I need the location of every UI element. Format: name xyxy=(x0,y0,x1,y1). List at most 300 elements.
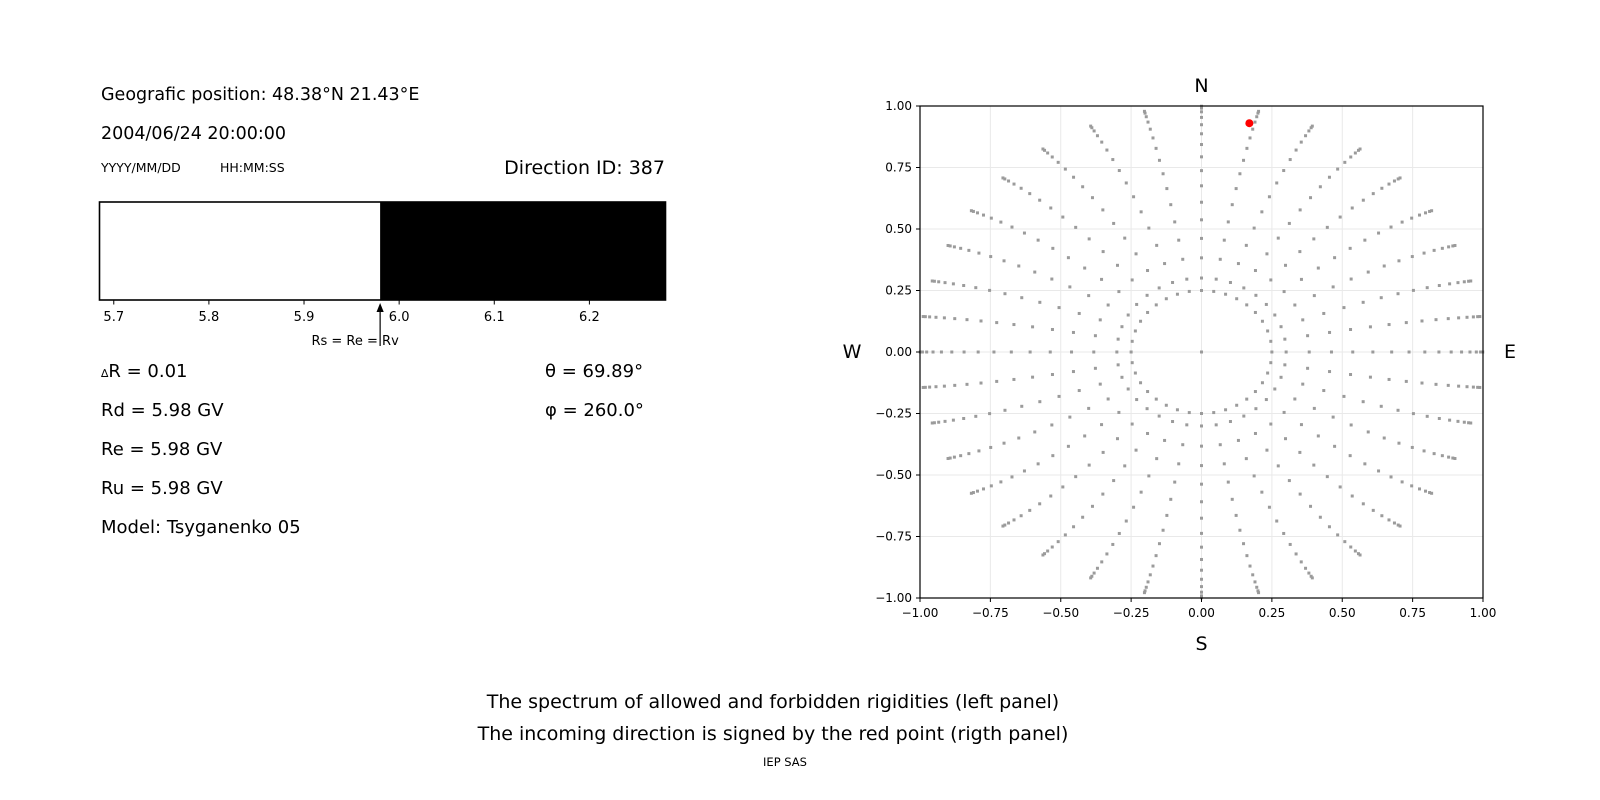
gray-dot xyxy=(1328,370,1331,373)
gray-dot xyxy=(1289,158,1292,161)
gray-dot xyxy=(1173,220,1176,223)
gray-dot xyxy=(1405,380,1408,383)
gray-dot xyxy=(1200,424,1203,427)
gray-dot xyxy=(1123,464,1126,467)
gray-dot xyxy=(1165,297,1168,300)
gray-dot xyxy=(1112,222,1115,225)
gray-dot xyxy=(1300,560,1303,563)
gray-dot xyxy=(1200,445,1203,448)
gray-dot xyxy=(1155,554,1158,557)
gray-dot xyxy=(1083,267,1086,270)
gray-dot xyxy=(1401,221,1404,224)
gray-dot xyxy=(995,380,998,383)
gray-dot xyxy=(1155,147,1158,150)
gray-dot xyxy=(1125,520,1128,523)
gray-dot xyxy=(1411,255,1414,258)
gray-dot xyxy=(1143,110,1146,113)
gray-dot xyxy=(944,281,947,284)
gray-dot xyxy=(1185,423,1188,426)
gray-dot xyxy=(1134,329,1137,332)
gray-dot xyxy=(1423,449,1426,452)
gray-dot xyxy=(1093,572,1096,575)
gray-dot xyxy=(1037,239,1040,242)
gray-dot xyxy=(1322,389,1325,392)
gray-dot xyxy=(1171,281,1174,284)
gray-dot xyxy=(1163,439,1166,442)
gray-dot xyxy=(1463,280,1466,283)
gray-dot xyxy=(1388,378,1391,381)
gray-dot xyxy=(1288,479,1291,482)
gray-dot xyxy=(1401,480,1404,483)
gray-dot xyxy=(1249,565,1252,568)
gray-dot xyxy=(1200,155,1203,158)
compass-west-label: W xyxy=(842,341,862,363)
gray-dot xyxy=(1041,553,1044,556)
gray-dot xyxy=(1261,381,1264,384)
gray-dot xyxy=(1068,416,1071,419)
gray-dot xyxy=(1200,110,1203,113)
x-tick-label: −0.50 xyxy=(1042,606,1080,620)
gray-dot xyxy=(1049,495,1052,498)
gray-dot xyxy=(1223,239,1226,242)
gray-dot xyxy=(1165,187,1168,190)
gray-dot xyxy=(1139,320,1142,323)
gray-dot xyxy=(1307,129,1310,132)
gray-dot xyxy=(1171,420,1174,423)
gray-dot xyxy=(1351,495,1354,498)
gray-dot xyxy=(1383,437,1386,440)
gray-dot xyxy=(1061,485,1064,488)
gray-dot xyxy=(1253,580,1256,583)
gray-dot xyxy=(1033,430,1036,433)
gray-dot xyxy=(1049,351,1052,354)
gray-dot xyxy=(1023,469,1026,472)
gray-dot xyxy=(1038,199,1041,202)
gray-dot xyxy=(1200,500,1203,503)
gray-dot xyxy=(1013,183,1016,186)
gray-dot xyxy=(1309,505,1312,508)
gray-dot xyxy=(1269,340,1272,343)
gray-dot xyxy=(1438,417,1441,420)
gray-dot xyxy=(1387,518,1390,521)
gray-dot xyxy=(1049,206,1052,209)
gray-dot xyxy=(1072,331,1075,334)
gray-dot xyxy=(932,351,935,354)
gray-dot xyxy=(1092,351,1095,354)
gray-dot xyxy=(1200,123,1203,126)
gray-dot xyxy=(1383,264,1386,267)
model-label: Model: Tsyganenko 05 xyxy=(101,517,301,538)
gray-dot xyxy=(1319,185,1322,188)
gray-dot xyxy=(1388,323,1391,326)
gray-dot xyxy=(1372,509,1375,512)
gray-dot xyxy=(1074,475,1077,478)
gray-dot xyxy=(1430,209,1433,212)
gray-dot xyxy=(1268,506,1271,509)
gray-dot xyxy=(1242,159,1245,162)
gray-dot xyxy=(1399,525,1402,528)
date-format-hint: YYYY/MM/DD xyxy=(101,160,181,175)
gray-dot xyxy=(1117,411,1120,414)
gray-dot xyxy=(1215,423,1218,426)
gray-dot xyxy=(995,321,998,324)
gray-dot xyxy=(1266,372,1269,375)
gray-dot xyxy=(1235,297,1238,300)
gray-dot xyxy=(1078,312,1081,315)
gray-dot xyxy=(1101,208,1104,211)
gray-dot xyxy=(992,351,995,354)
gray-dot xyxy=(1253,227,1256,230)
gray-dot xyxy=(1359,553,1362,556)
gray-dot xyxy=(1200,464,1203,467)
gray-dot xyxy=(1031,325,1034,328)
gray-dot xyxy=(1328,331,1331,334)
gray-dot xyxy=(1200,169,1203,172)
gray-dot xyxy=(1224,293,1227,296)
gray-dot xyxy=(1070,351,1073,354)
gray-dot xyxy=(1117,338,1120,341)
gray-dot xyxy=(1265,303,1268,306)
gray-dot xyxy=(1280,376,1283,379)
gray-dot xyxy=(1456,281,1459,284)
gray-dot xyxy=(1435,318,1438,321)
gray-dot xyxy=(1380,187,1383,190)
gray-dot xyxy=(1101,493,1104,496)
caption-line-2: The incoming direction is signed by the red point (rigth panel) xyxy=(477,723,1069,745)
gray-dot xyxy=(963,351,966,354)
gray-dot xyxy=(1322,312,1325,315)
gray-dot xyxy=(970,209,973,212)
gray-dot xyxy=(1181,443,1184,446)
x-tick-label: −0.75 xyxy=(971,606,1009,620)
gray-dot xyxy=(1450,351,1453,354)
spectrum-segment-forbidden xyxy=(380,202,665,300)
gray-dot xyxy=(1111,158,1114,161)
gray-dot xyxy=(1051,328,1054,331)
gray-dot xyxy=(1140,210,1143,213)
gray-dot xyxy=(1149,573,1152,576)
gray-dot xyxy=(1438,284,1441,287)
gray-dot xyxy=(1349,328,1352,331)
gray-dot xyxy=(1301,383,1304,386)
gray-dot xyxy=(931,279,934,282)
gray-dot xyxy=(1013,518,1016,521)
gray-dot xyxy=(1188,290,1191,293)
gray-dot xyxy=(1010,351,1013,354)
incoming-direction-chart xyxy=(830,50,1540,660)
gray-dot xyxy=(1132,195,1135,198)
gray-dot xyxy=(1146,294,1149,297)
gray-dot xyxy=(952,282,955,285)
gray-dot xyxy=(1265,449,1268,452)
gray-dot xyxy=(1081,185,1084,188)
gray-dot xyxy=(1096,134,1099,137)
gray-dot xyxy=(1143,591,1146,594)
gray-dot xyxy=(970,492,973,495)
gray-dot xyxy=(1312,237,1315,240)
gray-dot xyxy=(1067,445,1070,448)
gray-dot xyxy=(1293,304,1296,307)
gray-dot xyxy=(1332,416,1335,419)
gray-dot xyxy=(1313,294,1316,297)
gray-dot xyxy=(1173,481,1176,484)
gray-dot xyxy=(1269,423,1272,426)
gray-dot xyxy=(1177,462,1180,465)
gray-dot xyxy=(1003,292,1006,295)
gray-dot xyxy=(977,351,980,354)
x-tick-label: −0.25 xyxy=(1112,606,1150,620)
gray-dot xyxy=(1181,258,1184,261)
gray-dot xyxy=(1349,373,1352,376)
gray-dot xyxy=(1447,317,1450,320)
gray-dot xyxy=(1100,560,1103,563)
gray-dot xyxy=(1255,115,1258,118)
gray-dot xyxy=(1158,286,1161,289)
gray-dot xyxy=(1362,199,1365,202)
gray-dot xyxy=(1093,129,1096,132)
gray-dot xyxy=(1420,382,1423,385)
gray-dot xyxy=(1096,567,1099,570)
gray-dot xyxy=(1107,304,1110,307)
gray-dot xyxy=(1295,552,1298,555)
gray-dot xyxy=(967,249,970,252)
gray-dot xyxy=(947,244,950,247)
gray-dot xyxy=(1134,372,1137,375)
gray-dot xyxy=(1235,514,1238,517)
x-tick-label: 1.00 xyxy=(1469,606,1497,620)
gray-dot xyxy=(1307,572,1310,575)
gray-dot xyxy=(1200,532,1203,535)
gray-dot xyxy=(1269,278,1272,281)
gray-dot xyxy=(1408,351,1411,354)
gray-dot xyxy=(1155,457,1158,460)
gray-dot xyxy=(1317,434,1320,437)
x-tick-label: 5.9 xyxy=(293,310,315,325)
delta-symbol: ∆ xyxy=(101,367,109,380)
gray-dot xyxy=(1463,421,1466,424)
datetime-label: 2004/06/24 20:00:00 xyxy=(101,124,287,144)
gray-dot xyxy=(1283,290,1286,293)
gray-dot xyxy=(1304,134,1307,137)
gray-dot xyxy=(1158,542,1161,545)
gray-dot xyxy=(1162,172,1165,175)
gray-dot xyxy=(1410,217,1413,220)
gray-dot xyxy=(1475,351,1478,354)
gray-dot xyxy=(1343,161,1346,164)
gray-dot xyxy=(1112,479,1115,482)
gray-dot xyxy=(1163,262,1166,265)
gray-dot xyxy=(1412,412,1415,415)
gray-dot xyxy=(980,382,983,385)
gray-dot xyxy=(1261,320,1264,323)
gray-dot xyxy=(953,456,956,459)
gray-dot xyxy=(965,318,968,321)
gray-dot xyxy=(1132,506,1135,509)
gray-dot xyxy=(1012,378,1015,381)
gray-dot xyxy=(1478,386,1481,389)
gray-dot xyxy=(977,449,980,452)
gray-dot xyxy=(1301,318,1304,321)
gray-dot xyxy=(1390,475,1393,478)
gray-dot xyxy=(1253,474,1256,477)
gray-dot xyxy=(953,384,956,387)
gray-dot xyxy=(1089,576,1092,579)
gray-dot xyxy=(1453,457,1456,460)
y-tick-label: 0.25 xyxy=(885,283,912,298)
rigidity-spectrum-chart xyxy=(90,195,700,370)
gray-dot xyxy=(1380,296,1383,299)
gray-dot xyxy=(1412,289,1415,292)
gray-dot xyxy=(959,247,962,250)
gray-dot xyxy=(950,351,953,354)
gray-dot xyxy=(1393,522,1396,525)
gray-dot xyxy=(1255,586,1258,589)
gray-dot xyxy=(1200,569,1203,572)
gray-dot xyxy=(1369,376,1372,379)
gray-dot xyxy=(1003,442,1006,445)
gray-dot xyxy=(1155,303,1158,306)
gray-dot xyxy=(1372,192,1375,195)
gray-dot xyxy=(1390,226,1393,229)
gray-dot xyxy=(1224,408,1227,411)
gray-dot xyxy=(1339,216,1342,219)
gray-dot xyxy=(974,286,977,289)
gray-dot xyxy=(1472,315,1475,318)
gray-dot xyxy=(1469,279,1472,282)
gray-dot xyxy=(1061,216,1064,219)
gray-dot xyxy=(1269,361,1272,364)
gray-dot xyxy=(944,420,947,423)
gray-dot xyxy=(1107,397,1110,400)
gray-dot xyxy=(1426,415,1429,418)
gray-dot xyxy=(1105,552,1108,555)
gray-dot xyxy=(1460,351,1463,354)
gray-dot xyxy=(1245,303,1248,306)
gray-dot xyxy=(1200,351,1203,354)
gray-dot xyxy=(982,214,985,217)
gray-dot xyxy=(1105,149,1108,152)
gray-dot xyxy=(1254,294,1257,297)
gray-dot xyxy=(1251,128,1254,131)
gray-dot xyxy=(1200,218,1203,221)
gray-dot xyxy=(1212,290,1215,293)
gray-dot xyxy=(1064,533,1067,536)
x-tick-label: 0.50 xyxy=(1328,606,1356,620)
gray-dot xyxy=(1091,505,1094,508)
gray-dot xyxy=(1237,262,1240,265)
gray-dot xyxy=(1367,430,1370,433)
y-tick-label: 0.50 xyxy=(885,222,912,236)
gray-dot xyxy=(982,487,985,490)
gray-dot xyxy=(1200,591,1203,594)
gray-dot xyxy=(1456,420,1459,423)
gray-dot xyxy=(1020,514,1023,517)
gray-dot xyxy=(1328,525,1331,528)
gray-dot xyxy=(1072,525,1075,528)
gray-dot xyxy=(1117,290,1120,293)
gray-dot xyxy=(1435,383,1438,386)
gray-dot xyxy=(1260,210,1263,213)
gray-dot xyxy=(1326,226,1329,229)
gray-dot xyxy=(1317,267,1320,270)
gray-dot xyxy=(1457,316,1460,319)
time-format-hint: HH:MM:SS xyxy=(220,160,285,175)
gray-dot xyxy=(1371,351,1374,354)
gray-dot xyxy=(1411,446,1414,449)
gray-dot xyxy=(1131,423,1134,426)
gray-dot xyxy=(1333,256,1336,259)
gray-dot xyxy=(943,316,946,319)
gray-dot xyxy=(1068,285,1071,288)
gray-dot xyxy=(1038,400,1041,403)
gray-dot xyxy=(1257,591,1260,594)
gray-dot xyxy=(1200,116,1203,119)
gray-dot xyxy=(1146,432,1149,435)
gray-dot xyxy=(1457,385,1460,388)
gray-dot xyxy=(1235,187,1238,190)
caption-line-1: The spectrum of allowed and forbidden rigidities (left panel) xyxy=(486,691,1060,713)
gray-dot xyxy=(1437,351,1440,354)
y-tick-label: 0.75 xyxy=(885,160,912,175)
theta-value: θ = 69.89° xyxy=(545,361,644,382)
gray-dot xyxy=(1029,351,1032,354)
gray-dot xyxy=(1165,514,1168,517)
gray-dot xyxy=(1017,437,1020,440)
gray-dot xyxy=(1028,192,1031,195)
gray-dot xyxy=(1072,176,1075,179)
gray-dot xyxy=(1472,386,1475,389)
gray-dot xyxy=(1283,411,1286,414)
gray-dot xyxy=(1326,475,1329,478)
gray-dot xyxy=(1067,256,1070,259)
gray-dot xyxy=(1200,578,1203,581)
gray-dot xyxy=(1200,201,1203,204)
gray-dot xyxy=(1349,546,1352,549)
gray-dot xyxy=(1330,351,1333,354)
gray-dot xyxy=(1131,278,1134,281)
gray-dot xyxy=(1418,214,1421,217)
gray-dot xyxy=(952,419,955,422)
gray-dot xyxy=(1023,232,1026,235)
gray-dot xyxy=(940,351,943,354)
gray-dot xyxy=(1265,252,1268,255)
gray-dot xyxy=(1118,169,1121,172)
gray-dot xyxy=(1362,502,1365,505)
gray-dot xyxy=(1229,420,1232,423)
gray-dot xyxy=(1418,487,1421,490)
gray-dot xyxy=(934,316,937,319)
gray-dot xyxy=(1120,325,1123,328)
gray-dot xyxy=(1390,351,1393,354)
gray-dot xyxy=(1249,136,1252,139)
gray-dot xyxy=(1100,141,1103,144)
gray-dot xyxy=(1282,169,1285,172)
gray-dot xyxy=(1237,439,1240,442)
gray-dot xyxy=(1369,325,1372,328)
gray-dot xyxy=(1313,407,1316,410)
gray-dot xyxy=(1254,269,1257,272)
gray-dot xyxy=(1100,423,1103,426)
x-tick-label: 6.0 xyxy=(388,310,410,325)
gray-dot xyxy=(1200,558,1203,561)
gray-dot xyxy=(1094,367,1097,370)
gray-dot xyxy=(1354,151,1357,154)
gray-dot xyxy=(1265,398,1268,401)
gray-dot xyxy=(959,454,962,457)
gray-dot xyxy=(1245,398,1248,401)
gray-dot xyxy=(1300,423,1303,426)
gray-dot xyxy=(1169,498,1172,501)
